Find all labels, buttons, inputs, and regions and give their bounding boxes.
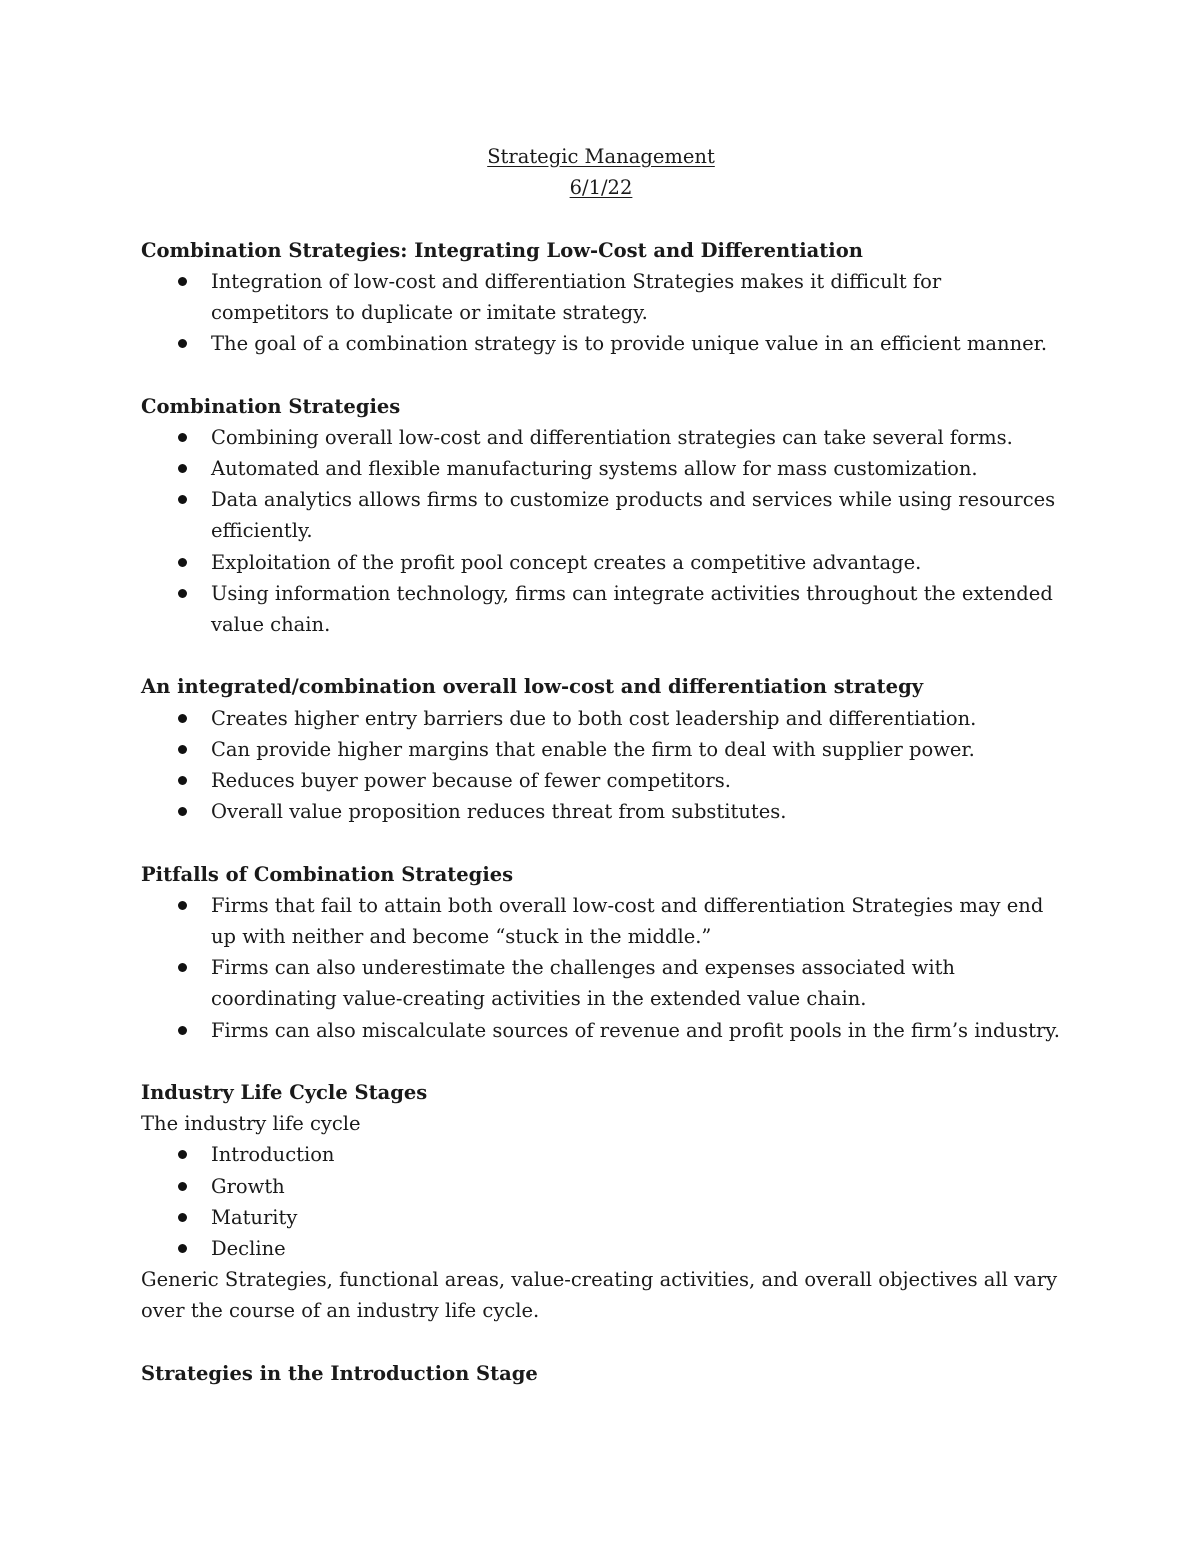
bullet-icon <box>178 464 187 473</box>
bullet-icon <box>178 433 187 442</box>
list-item-text: Automated and flexible manufacturing systems allow for mass customization. <box>211 456 978 480</box>
list-item <box>141 952 1061 1014</box>
list-item-text: Firms that fail to attain both overall low-cost and differentiation Strategies may end up with neither and become “stuck in the middle.” <box>211 893 1044 948</box>
list-item-text: Firms can also miscalculate sources of revenue and profit pools in the firm’s industry. <box>211 1018 1060 1042</box>
list-item <box>141 1171 1061 1202</box>
bullet-icon <box>178 558 187 567</box>
bullet-icon <box>178 339 187 348</box>
list-item <box>141 484 1061 546</box>
bullet-list <box>141 422 1061 640</box>
list-item-text: Creates higher entry barriers due to both cost leadership and differentiation. <box>211 706 977 730</box>
bullet-icon <box>178 745 187 754</box>
section-heading: Combination Strategies <box>141 394 401 418</box>
list-item <box>141 453 1061 484</box>
list-item <box>141 796 1061 827</box>
section-heading: Combination Strategies: Integrating Low-Cost and Differentiation <box>141 238 863 262</box>
bullet-list <box>141 1139 1061 1264</box>
list-item <box>141 890 1061 952</box>
bullet-icon <box>178 1150 187 1159</box>
paragraph: Generic Strategies, functional areas, value-creating activities, and overall objectives all vary over the course of an industry life cycle. <box>141 1268 1058 1323</box>
bullet-icon <box>178 776 187 785</box>
bullet-icon <box>178 714 187 723</box>
list-item-text: Combining overall low-cost and differentiation strategies can take several forms. <box>211 425 1013 449</box>
list-item <box>141 266 1061 328</box>
list-item-text: Decline <box>211 1236 286 1260</box>
spacer <box>141 640 1061 671</box>
list-item <box>141 1139 1061 1170</box>
list-item-text: Data analytics allows firms to customize products and services while using resources efficiently. <box>211 488 1056 543</box>
list-item <box>141 1202 1061 1233</box>
bullet-list <box>141 890 1061 1046</box>
spacer <box>141 359 1061 390</box>
list-item <box>141 578 1061 640</box>
list-item-text: Introduction <box>211 1143 335 1167</box>
section-heading: An integrated/combination overall low-cost and differentiation strategy <box>141 675 924 699</box>
list-item <box>141 734 1061 765</box>
section-heading: Pitfalls of Combination Strategies <box>141 862 514 886</box>
bullet-icon <box>178 901 187 910</box>
list-item <box>141 1233 1061 1264</box>
bullet-icon <box>178 1026 187 1035</box>
bullet-icon <box>178 277 187 286</box>
list-item-text: Growth <box>211 1174 285 1198</box>
spacer <box>141 1327 1061 1358</box>
bullet-icon <box>178 963 187 972</box>
bullet-icon <box>178 807 187 816</box>
bullet-list <box>141 266 1061 360</box>
list-item <box>141 547 1061 578</box>
document-body <box>141 141 1061 1389</box>
spacer <box>141 1046 1061 1077</box>
list-item-text: The goal of a combination strategy is to provide unique value in an efficient manner. <box>211 332 1048 356</box>
list-item-text: Overall value proposition reduces threat from substitutes. <box>211 800 787 824</box>
list-item-text: Can provide higher margins that enable the firm to deal with supplier power. <box>211 737 975 761</box>
list-item <box>141 703 1061 734</box>
document-title: Strategic Management <box>487 145 715 168</box>
list-item-text: Reduces buyer power because of fewer competitors. <box>211 768 731 792</box>
list-item-text: Using information technology, firms can integrate activities throughout the extended value chain. <box>211 581 1053 636</box>
spacer <box>141 827 1061 858</box>
list-item-text: Firms can also underestimate the challenges and expenses associated with coordinating value-creating activities in the extended value chain. <box>211 956 955 1011</box>
list-item <box>141 422 1061 453</box>
document-date: 6/1/22 <box>569 176 633 200</box>
list-item-text: Integration of low-cost and differentiation Strategies makes it difficult for competitors to duplicate or imitate strategy. <box>211 269 942 324</box>
list-item-text: Exploitation of the profit pool concept creates a competitive advantage. <box>211 550 922 574</box>
list-item <box>141 765 1061 796</box>
bullet-list <box>141 703 1061 828</box>
spacer <box>141 203 1061 234</box>
paragraph: The industry life cycle <box>141 1112 361 1136</box>
list-item <box>141 1015 1061 1046</box>
bullet-icon <box>178 1213 187 1222</box>
bullet-icon <box>178 1244 187 1253</box>
bullet-icon <box>178 589 187 598</box>
bullet-icon <box>178 495 187 504</box>
section-heading: Industry Life Cycle Stages <box>141 1080 428 1104</box>
list-item <box>141 328 1061 359</box>
bullet-icon <box>178 1182 187 1191</box>
list-item-text: Maturity <box>211 1205 298 1229</box>
section-heading: Strategies in the Introduction Stage <box>141 1361 538 1385</box>
